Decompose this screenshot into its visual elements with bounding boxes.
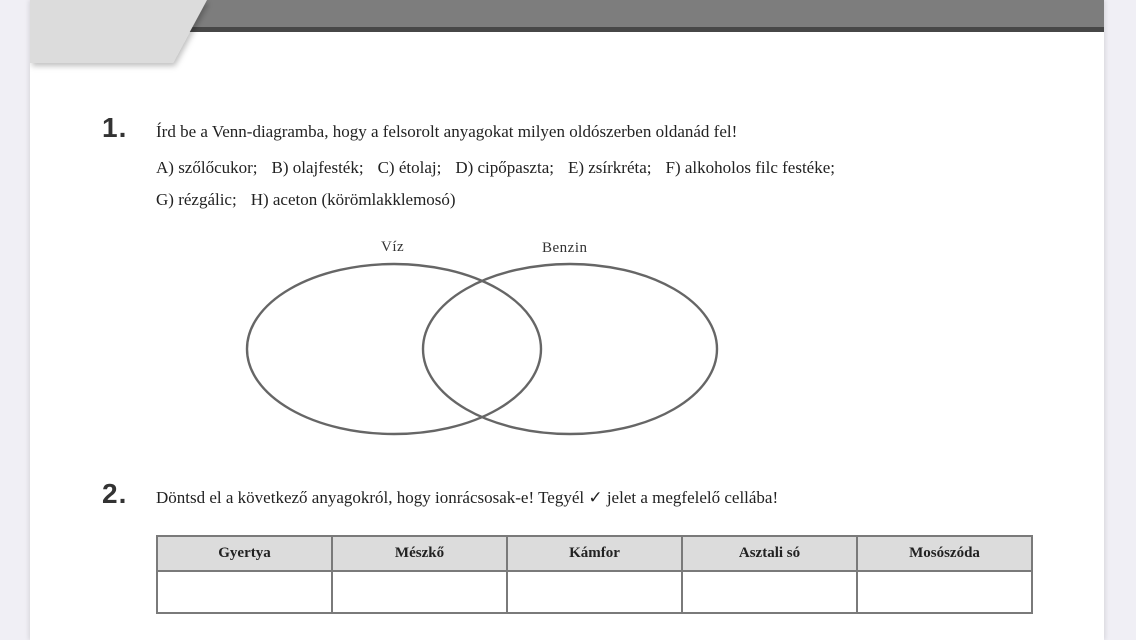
answer-cell-kamfor[interactable] (507, 571, 682, 613)
table-header-mososzoda: Mosószóda (857, 536, 1032, 571)
answer-cell-asztali-so[interactable] (682, 571, 857, 613)
task-1-number: 1. (102, 112, 128, 143)
page-header-decoration (30, 0, 1104, 80)
table-header-asztali-so: Asztali só (682, 536, 857, 571)
task-2-number: 2. (102, 478, 128, 509)
item-c: C) étolaj; (377, 158, 442, 177)
item-e: E) zsírkréta; (567, 158, 652, 177)
table-header-meszko: Mészkő (332, 536, 507, 571)
item-b: B) olajfesték; (271, 158, 364, 177)
item-f: F) alkoholos filc festéke; (665, 158, 836, 177)
item-d: D) cipőpaszta; (455, 158, 554, 177)
table-header-row (157, 536, 1032, 571)
header-stripe (180, 27, 1104, 32)
venn-diagram (245, 232, 725, 442)
worksheet-page (30, 0, 1104, 640)
task-1-instruction: Írd be a Venn-diagramba, hogy a felsorolt anyagokat milyen oldószerben oldanád fel! (156, 122, 738, 141)
task-2-instruction: Döntsd el a következő anyagokról, hogy ionrácsosak-e! Tegyél ✓ jelet a megfelelő cellába! (156, 488, 779, 507)
venn-ellipse-benzin (423, 264, 717, 434)
item-a: A) szőlőcukor; (156, 158, 258, 177)
header-bar (182, 0, 1104, 27)
answer-cell-meszko[interactable] (332, 571, 507, 613)
venn-ellipse-viz (247, 264, 541, 434)
item-g: G) rézgálic; (156, 190, 237, 209)
table-header-gyertya: Gyertya (157, 536, 332, 571)
header-tab-shape (30, 0, 207, 63)
item-h: H) aceton (körömlakklemosó) (250, 190, 456, 209)
ionic-lattice-table (156, 535, 1033, 614)
venn-label-benzin: Benzin (542, 240, 588, 256)
task-1-items-line-2 (156, 190, 470, 210)
venn-label-viz: Víz (381, 239, 405, 255)
table-header-kamfor: Kámfor (507, 536, 682, 571)
task-1-items-line-1 (156, 158, 849, 178)
table-row (157, 571, 1032, 613)
answer-cell-mososzoda[interactable] (857, 571, 1032, 613)
answer-cell-gyertya[interactable] (157, 571, 332, 613)
